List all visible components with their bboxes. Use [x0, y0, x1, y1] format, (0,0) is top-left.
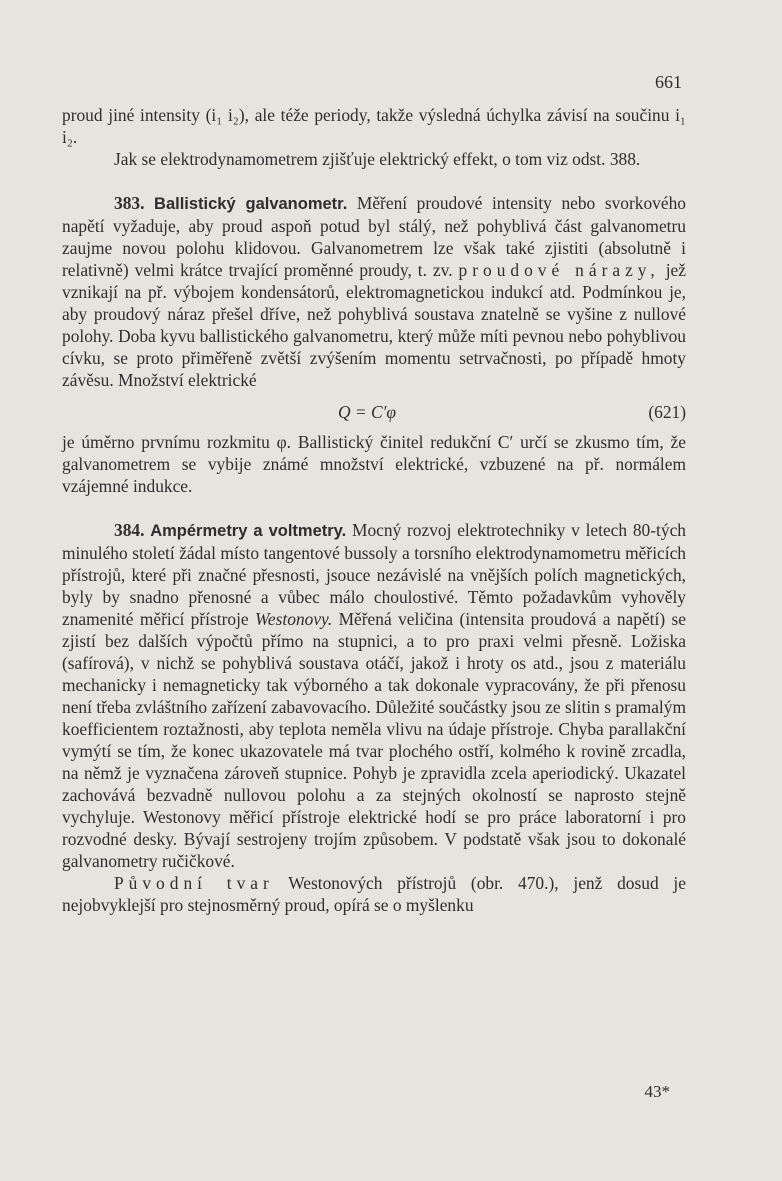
- spaced-term: proudové nárazy,: [458, 260, 660, 280]
- section-text: Měřená veličina (intensita proudová a napětí) se zjistí bez dalších výpočtů přímo na stupnici, a to pro praxi velmi přesně. Ložiska (safírová), v nichž se pohyblivá soustava otáčí, jakož i hroty os atd., jsou z materiálu mechanicky i nemagneticky tak výborného a tak dokonale vypracovány, že při přenosu není třeba zvláštního zařízení zabavovacího. Důležité součástky jsou ze slitin s pramalým koefficientem roztažnosti, aby teplota neměla vlivu na údaje přístroje. Chyba parallakční vymýtí se tím, že konec ukazovatele má tvar plochého ostří, kolmého k rovině zrcadla, na němž je vyznačena zároveň stupnice. Pohyb je zpravidla zcela aperiodický. Ukazatel zachovává bezvadně nullovou polohu a za stejných okolností se naprosto stejně vychyluje. Westonovy měřicí přístroje elektrické hodí se pro práce laboratorní i pro rozvodné desky. Bývají sestrojeny trojím způsobem. V podstatě však jsou to dokonalé galvanometry ručičkové.: [62, 609, 686, 871]
- paragraph-last: [62, 872, 686, 916]
- equation-621: [62, 401, 686, 423]
- paragraph-reference: Jak se elektrodynamometrem zjišťuje elektrický effekt, o tom viz odst. 388.: [114, 149, 641, 169]
- section-383: [62, 192, 686, 391]
- equation-formula: Q = C′φ: [338, 402, 397, 422]
- page-body: [62, 104, 686, 916]
- signature-mark: 43*: [644, 1082, 670, 1101]
- italic-term: Westonovy.: [255, 609, 333, 629]
- spaced-term: Původní tvar: [114, 873, 274, 893]
- section-text: Westonových přístrojů (obr. 470.), jenž dosud je nejobvyklejší pro stejnosměrný proud, opírá se o myšlenku: [62, 873, 686, 915]
- section-384: [62, 519, 686, 872]
- section-title: Ballistický galvanometr.: [154, 195, 348, 213]
- section-number: 384.: [114, 520, 145, 540]
- page-number: 661: [655, 72, 682, 92]
- section-text: Mocný rozvoj elektrotechniky v letech 80-tých minulého století žádal místo tangentové bussoly a torsního elektrodynamometru měřicích přístrojů, které při značné přesnosti, jsouce nezávislé na vnějších polích magnetických, byly by snadno přenosné a vůbec málo choulostivé. Těmto požadavkům vyhověly znamenité měřicí přístroje: [62, 520, 686, 629]
- section-text: je úměrno prvnímu rozkmitu φ. Ballistický činitel redukční C′ určí se zkusmo tím, že galvanometrem se vybije známé množství elektrické, vzbuzené na př. normálem vzájemné indukce.: [62, 432, 686, 496]
- section-text: jež vznikají na př. výbojem kondensátorů, elektromagnetickou indukcí atd. Podmínkou je, aby proudový náraz přešel dříve, než pohyblivá soustava znatelně se vyšine z nullové polohy. Doba kyvu ballistického galvanometru, který může míti pevnou nebo pohyblivou cívku, se proto přiměřeně zvětší zvýšením momentu setrvačnosti, po případě hmoty závěsu. Množství elektrické: [62, 260, 686, 390]
- paragraph-continuation: proud jiné intensity (i₁ i₂), ale téže periody, takže výsledná úchylka závisí na součinu i₁ i₂.: [62, 105, 686, 147]
- section-title: Ampérmetry a voltmetry.: [150, 522, 347, 540]
- section-number: 383.: [114, 193, 145, 213]
- equation-number: (621): [648, 402, 686, 422]
- section-text: Měření proudové intensity nebo svorkového napětí vyžaduje, aby proud aspoň potud byl stálý, než pohyblivá část galvanometru zaujme novou polohu klidovou. Galvanometrem lze však také zjistiti (absolutně i relativně) velmi krátce trvající proměnné proudy, t. zv.: [62, 193, 686, 280]
